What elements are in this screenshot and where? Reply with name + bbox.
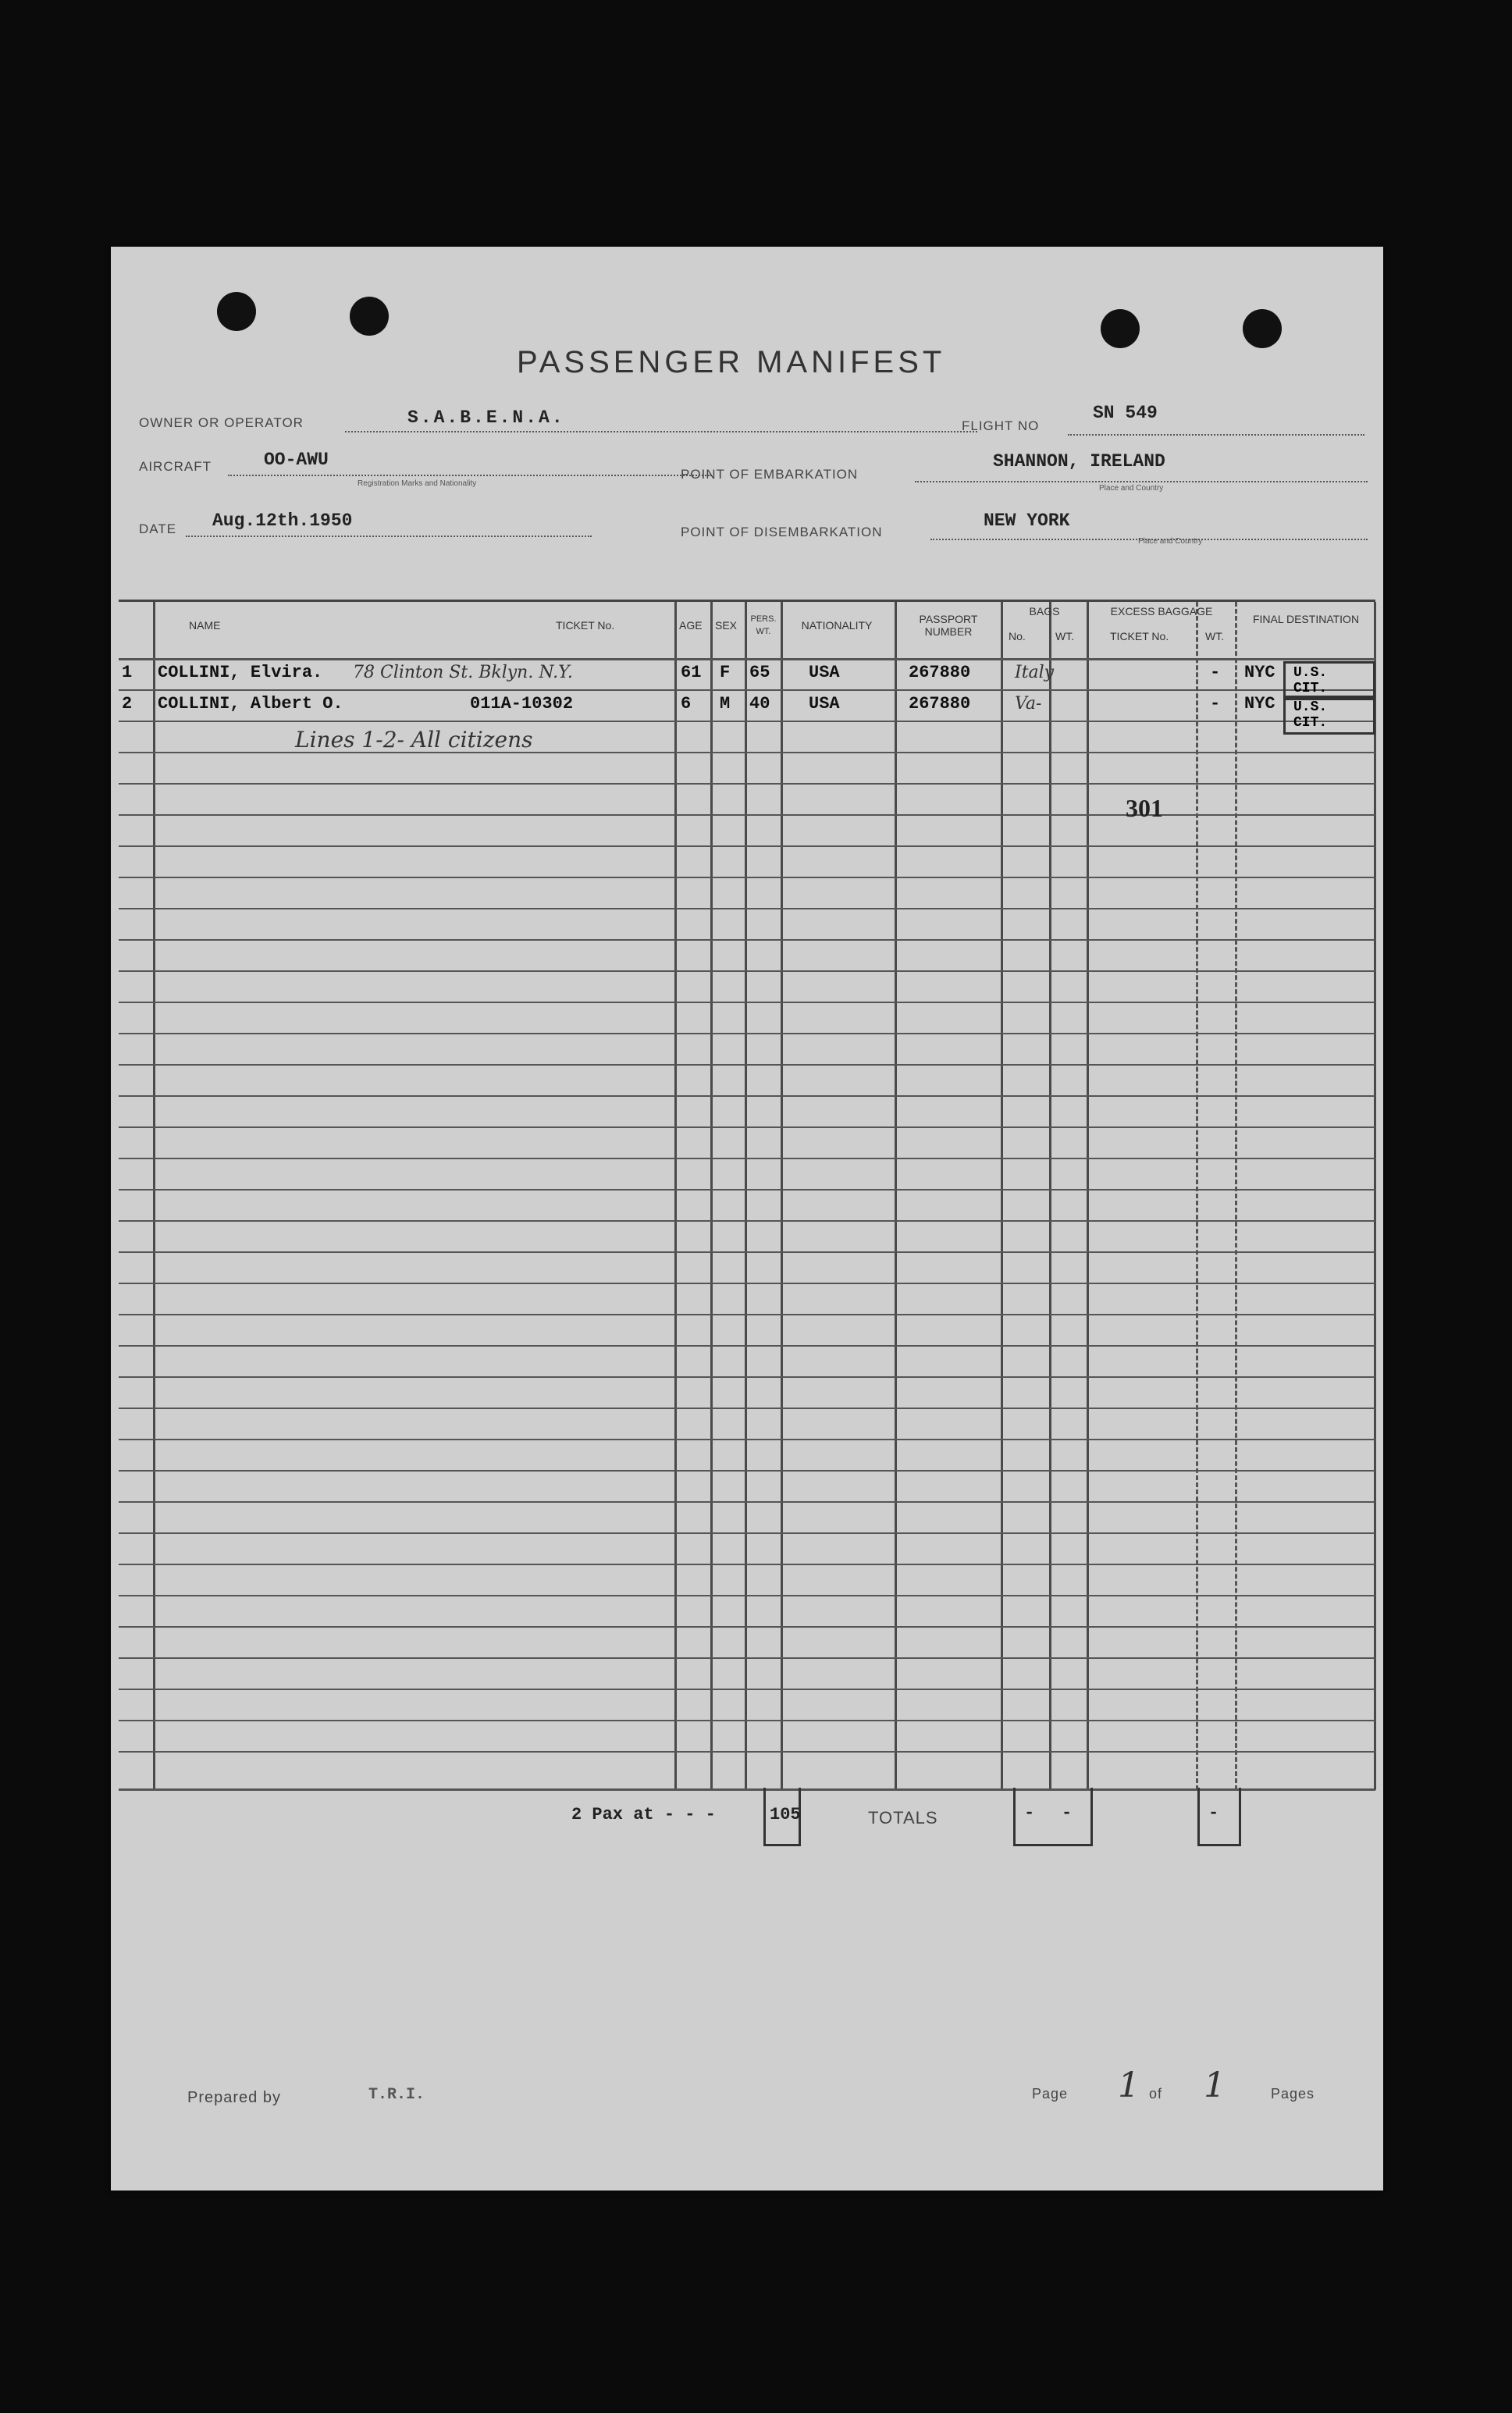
col-header-passport: PASSPORT NUMBER: [919, 613, 978, 638]
page-total: 1: [1204, 2066, 1226, 2105]
row-rule: [119, 1033, 1375, 1034]
passenger-bags: Va-: [1015, 694, 1042, 714]
row-rule: [119, 908, 1375, 909]
pages-label: Pages: [1271, 2086, 1315, 2102]
col-border: [745, 602, 747, 1790]
citizen-stamp: U.S. CIT.: [1283, 661, 1375, 700]
passenger-name: COLLINI, Elvira.: [158, 663, 323, 682]
passenger-nationality: USA: [809, 663, 840, 682]
col-header-ticket: TICKET No.: [556, 619, 615, 632]
col-border: [674, 602, 677, 1790]
row-rule: [119, 1251, 1375, 1253]
col-header-nationality: NATIONALITY: [801, 619, 873, 632]
punch-hole: [350, 297, 389, 336]
col-header-bags: BAGS: [1029, 605, 1060, 617]
embark-value: SHANNON, IRELAND: [993, 451, 1165, 472]
passenger-age: 61: [681, 663, 702, 682]
page-title: PASSENGER MANIFEST: [517, 345, 946, 379]
row-rule: [119, 1470, 1375, 1472]
date-line: [186, 536, 592, 537]
col-border: [781, 602, 783, 1790]
passenger-nationality: USA: [809, 694, 840, 714]
row-rule: [119, 1408, 1375, 1409]
col-header-excess-ticket: TICKET No.: [1110, 630, 1169, 642]
table-row: [119, 691, 1375, 721]
excess-totals-box: [1197, 1788, 1241, 1846]
row-rule: [119, 877, 1375, 878]
passenger-weight: 40: [749, 694, 770, 714]
passenger-passport: 267880: [909, 694, 971, 714]
passenger-bags: Italy: [1015, 663, 1055, 682]
aircraft-value: OO-AWU: [264, 450, 329, 470]
flight-line: [1068, 434, 1364, 436]
col-border: [1196, 602, 1198, 1790]
row-rule: [119, 1501, 1375, 1503]
col-border: [1235, 602, 1237, 1790]
row-rule: [119, 1002, 1375, 1003]
row-rule: [119, 845, 1375, 847]
col-border: [153, 602, 155, 1790]
excess-weight: -: [1210, 694, 1221, 714]
row-rule: [119, 1657, 1375, 1659]
row-rule: [119, 1439, 1375, 1440]
embark-note: Place and Country: [1099, 484, 1164, 493]
passenger-ticket: 011A-10302: [470, 694, 574, 714]
row-rule: [119, 1283, 1375, 1284]
passenger-name: COLLINI, Albert O.: [158, 694, 343, 714]
embark-line: [915, 481, 1368, 482]
row-number: 1: [122, 663, 133, 682]
row-rule: [119, 1064, 1375, 1066]
col-header-sex: SEX: [715, 619, 738, 632]
row-rule: [119, 1626, 1375, 1628]
embark-label: POINT OF EMBARKATION: [681, 467, 859, 482]
passenger-sex: F: [720, 663, 731, 682]
prepared-label: Prepared by: [187, 2089, 281, 2106]
col-header-name: NAME: [189, 619, 221, 632]
col-header-excess: EXCESS BAGGAGE: [1110, 605, 1213, 617]
aircraft-note: Registration Marks and Nationality: [358, 479, 477, 488]
bags-wt-total: -: [1062, 1803, 1073, 1823]
date-value: Aug.12th.1950: [212, 511, 353, 531]
row-rule: [119, 721, 1375, 722]
manifest-sheet: [111, 247, 1383, 2191]
col-border: [1001, 602, 1003, 1790]
row-rule: [119, 783, 1375, 785]
flight-value: SN 549: [1093, 403, 1158, 423]
excess-wt-total: -: [1208, 1803, 1219, 1823]
punch-hole: [1243, 309, 1282, 348]
passenger-passport: 267880: [909, 663, 971, 682]
row-rule: [119, 1376, 1375, 1378]
row-rule: [119, 814, 1375, 816]
col-header-excess-wt: WT.: [1205, 630, 1225, 642]
owner-label: OWNER OR OPERATOR: [139, 415, 304, 430]
row-rule: [119, 1345, 1375, 1347]
table-bottom-rule: [119, 1788, 1375, 1791]
margin-number: 301: [1126, 794, 1163, 822]
table-row: [119, 660, 1375, 689]
passenger-address: 78 Clinton St. Bklyn. N.Y.: [353, 663, 573, 682]
col-header-final-dest: FINAL DESTINATION: [1252, 613, 1360, 625]
col-header-bags-no: No.: [1009, 630, 1026, 642]
row-rule: [119, 970, 1375, 972]
row-rule: [119, 939, 1375, 941]
punch-hole: [1101, 309, 1140, 348]
passenger-age: 6: [681, 694, 692, 714]
pax-total-weight: 105: [770, 1805, 801, 1824]
row-rule: [119, 1314, 1375, 1315]
totals-label: TOTALS: [868, 1808, 938, 1828]
row-rule: [119, 1595, 1375, 1596]
col-header-bags-wt: WT.: [1055, 630, 1075, 642]
page-label: Page: [1032, 2086, 1069, 2102]
punch-hole: [217, 292, 256, 331]
row-rule: [119, 1689, 1375, 1690]
citizen-stamp: U.S. CIT.: [1283, 696, 1375, 735]
col-border: [1087, 602, 1089, 1790]
handwritten-note: [295, 724, 685, 753]
date-label: DATE: [139, 521, 177, 536]
row-rule: [119, 1126, 1375, 1128]
aircraft-label: AIRCRAFT: [139, 459, 212, 474]
col-header-age: AGE: [679, 619, 703, 632]
of-label: of: [1149, 2086, 1163, 2102]
owner-line: [345, 431, 977, 432]
passenger-sex: M: [720, 694, 731, 714]
col-border: [710, 602, 713, 1790]
disembark-value: NEW YORK: [984, 511, 1070, 531]
row-rule: [119, 1189, 1375, 1190]
col-border: [1374, 602, 1376, 1790]
col-header-pers-wt: PERS. WT.: [750, 614, 777, 636]
row-rule: [119, 1095, 1375, 1097]
prepared-value: T.R.I.: [368, 2086, 425, 2104]
col-border: [895, 602, 897, 1790]
bags-no-total: -: [1024, 1803, 1035, 1823]
passenger-weight: 65: [749, 663, 770, 682]
excess-weight: -: [1210, 663, 1221, 682]
row-rule: [119, 1158, 1375, 1159]
disembark-note: Place and Country: [1138, 537, 1203, 546]
manifest-table: [119, 600, 1375, 1790]
flight-label: FLIGHT NO: [962, 418, 1040, 433]
owner-value: S.A.B.E.N.A.: [407, 408, 565, 428]
row-rule: [119, 1532, 1375, 1534]
row-rule: [119, 1751, 1375, 1753]
aircraft-line: [228, 475, 712, 476]
col-border: [1049, 602, 1051, 1790]
row-rule: [119, 1720, 1375, 1721]
row-rule: [119, 1564, 1375, 1565]
row-number: 2: [122, 694, 133, 714]
destination: NYC: [1244, 663, 1275, 682]
destination: NYC: [1244, 694, 1275, 714]
handwritten-note-text: Lines 1-2- All citizens: [295, 727, 533, 753]
page-number: 1: [1118, 2066, 1140, 2105]
pax-summary: 2 Pax at - - -: [571, 1805, 716, 1824]
row-rule: [119, 1220, 1375, 1222]
disembark-label: POINT OF DISEMBARKATION: [681, 525, 883, 539]
